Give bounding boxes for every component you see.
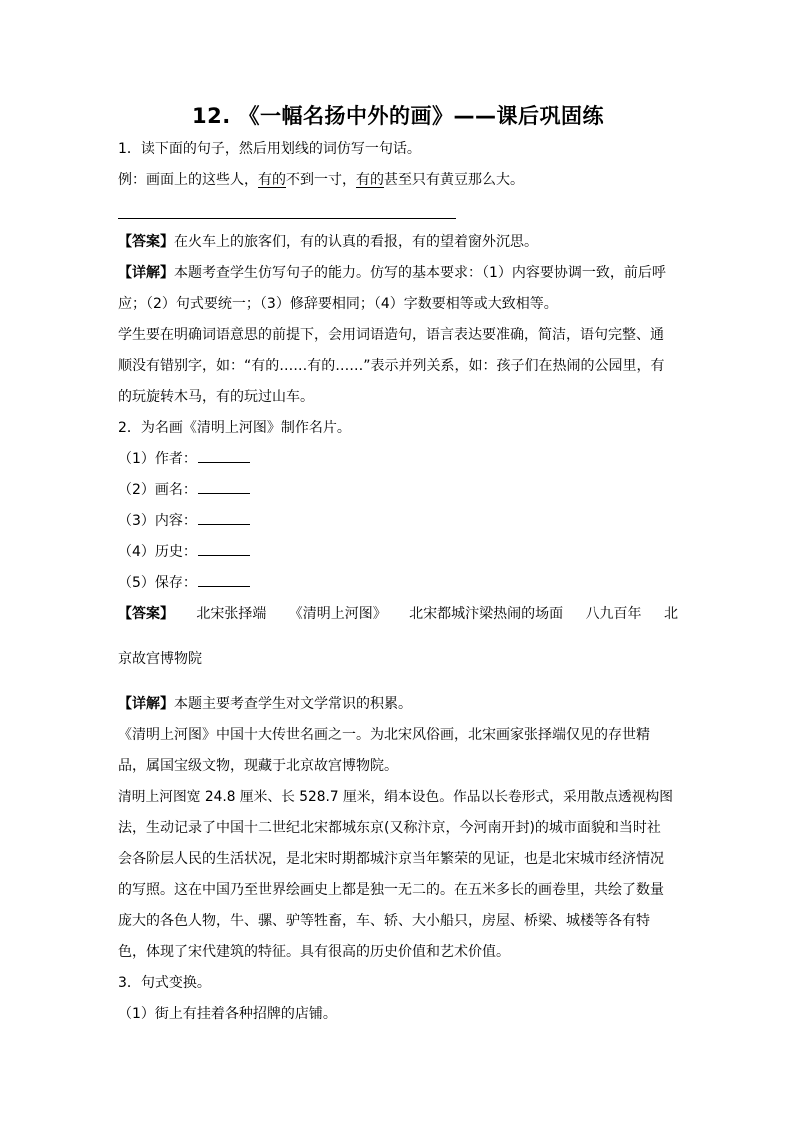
q2-item-storage [118, 568, 678, 599]
q3-item-1: （1）街上有挂着各种招牌的店铺。 [118, 1006, 337, 1022]
q2-item-label: （2）画名： [118, 482, 197, 498]
detail-tag: 【详解】 [118, 696, 174, 712]
q2-item-label: （4）历史： [118, 544, 197, 560]
q2-detail-line-1: 品，属国宝级文物，现藏于北京故宫博物院。 [118, 758, 398, 774]
q2-detail-line-5: 的写照。这在中国乃至世界绘画史上都是独一无二的。在五米多长的画卷里，共绘了数量 [118, 882, 664, 898]
q2-detail-line-0: 《清明上河图》中国十大传世名画之一。为北宋风俗画，北宋画家张择端仅见的存世精 [118, 727, 650, 743]
q2-answer-row [118, 599, 678, 630]
q1-detail-line-4: 的玩旋转木马，有的玩过山车。 [118, 389, 314, 405]
q1-detail-line-2: 学生要在明确词语意思的前提下，会用词语造句，语言表达要准确，简洁，语句完整、通 [118, 327, 664, 343]
q2-prompt: 2．为名画《清明上河图》制作名片。 [118, 420, 351, 436]
q2-detail-line-3: 法，生动记录了中国十二世纪北宋都城东京(又称汴京，今河南开封)的城市面貌和当时社 [118, 820, 661, 836]
q2-detail-line-6: 庞大的各色人物，牛、骡、驴等牲畜，车、轿、大小船只，房屋、桥梁、城楼等各有特 [118, 913, 650, 929]
q1-answer [118, 227, 678, 258]
answer-tag: 【答案】 [118, 606, 174, 622]
q2-item-author [118, 444, 678, 475]
blank-field[interactable] [198, 479, 250, 494]
q1-example-underlined-2: 有的 [356, 172, 384, 188]
q1-example-mid: 不到一寸， [286, 172, 356, 188]
q2-item-history [118, 537, 678, 568]
q1-answer-text: 在火车上的旅客们，有的认真的看报，有的望着窗外沉思。 [174, 234, 538, 250]
q1-detail-line-3: 顺没有错别字，如：“有的……有的……”表示并列关系，如：孩子们在热闹的公园里，有 [118, 358, 665, 374]
q1-detail-text-0: 本题考查学生仿写句子的能力。仿写的基本要求：（1）内容要协调一致，前后呼 [174, 265, 666, 281]
q2-detail-line-2: 清明上河图宽 24.8 厘米、长 528.7 厘米，绢本设色。作品以长卷形式，采用散点透视构图 [118, 789, 673, 805]
q2-answer-content: 北宋都城汴梁热闹的场面 [409, 606, 564, 622]
detail-tag: 【详解】 [118, 265, 174, 281]
blank-field[interactable] [198, 541, 250, 556]
q2-detail-first [118, 689, 678, 720]
q2-answer-history: 八九百年 [585, 606, 642, 622]
q1-example-suffix: 甚至只有黄豆那么大。 [384, 172, 524, 188]
q2-answer-author: 北宋张择端 [196, 606, 267, 622]
q2-item-label: （5）保存： [118, 575, 197, 591]
page-title: 12. 《一幅名扬中外的画》——课后巩固练 [191, 104, 604, 128]
q1-example [118, 165, 678, 196]
q2-item-label: （1）作者： [118, 451, 197, 467]
q2-detail-line-4: 会各阶层人民的生活状况，是北宋时期都城汴京当年繁荣的见证，也是北宋城市经济情况 [118, 851, 664, 867]
blank-field[interactable] [198, 510, 250, 525]
q1-prompt: 1．读下面的句子，然后用划线的词仿写一句话。 [118, 141, 421, 157]
q1-example-prefix: 例：画面上的这些人， [118, 172, 258, 188]
q2-item-label: （3）内容： [118, 513, 197, 529]
blank-field[interactable] [198, 572, 250, 587]
q2-answer-continuation: 京故宫博物院 [118, 651, 202, 667]
blank-field[interactable] [198, 448, 250, 463]
answer-tag: 【答案】 [118, 234, 174, 250]
q2-item-content [118, 506, 678, 537]
q2-answer-storage: 北 [663, 606, 678, 622]
answer-line [118, 218, 456, 219]
q1-answer-blank[interactable] [118, 196, 678, 227]
q1-detail-line-0 [118, 258, 678, 289]
q3-prompt: 3．句式变换。 [118, 975, 211, 991]
q2-detail-line-7: 色，体现了宋代建筑的特征。具有很高的历史价值和艺术价值。 [118, 944, 510, 960]
document-content [118, 100, 678, 1030]
q2-item-name [118, 475, 678, 506]
q1-detail-line-1: 应；（2）句式要统一；（3）修辞要相同；（4）字数要相等或大致相等。 [118, 296, 558, 312]
q2-answer-name: 《清明上河图》 [288, 606, 387, 622]
q2-detail-first-text: 本题主要考查学生对文学常识的积累。 [174, 696, 412, 712]
q1-example-underlined-1: 有的 [258, 172, 286, 188]
